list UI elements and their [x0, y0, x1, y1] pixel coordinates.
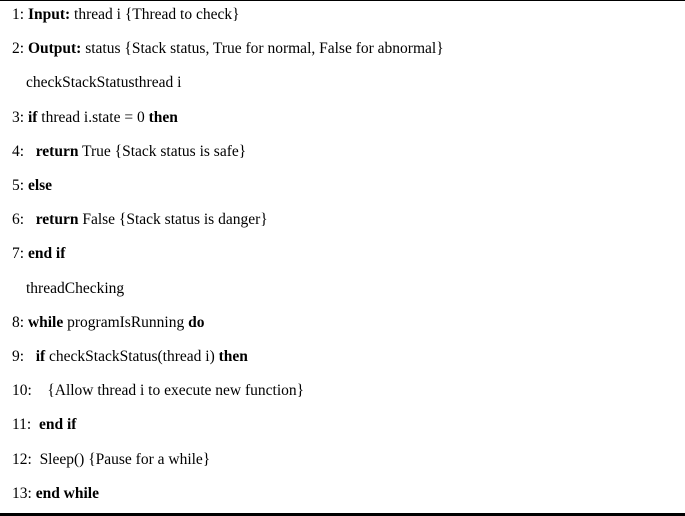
line-number: 8:: [12, 313, 25, 331]
algorithm-line: [12, 244, 65, 264]
line-text: Sleep() {Pause for a while}: [31, 450, 211, 468]
keyword: else: [27, 177, 53, 194]
line-text: thread i.state = 0: [37, 108, 149, 126]
algorithm-line: [12, 176, 52, 196]
algorithm-line: [12, 108, 178, 128]
keyword: Input:: [27, 6, 71, 23]
keyword: return: [35, 142, 79, 160]
line-number: 6:: [12, 211, 25, 229]
line-text: [24, 143, 36, 160]
line-text: [24, 348, 36, 365]
keyword: return: [35, 211, 79, 229]
line-number: 11:: [12, 416, 32, 434]
line-text: False {Stack status is danger}: [78, 211, 268, 229]
keyword: then: [148, 108, 178, 126]
line-text: status {Stack status, True for normal, False for abnormal}: [81, 40, 444, 58]
algorithm-line: [12, 450, 210, 470]
line-text: [24, 211, 36, 228]
line-text: checkStackStatus(thread i): [45, 348, 219, 365]
line-number: 1:: [12, 6, 25, 23]
line-text: checkStackStatusthread i: [26, 74, 182, 92]
algorithm-line: [12, 313, 204, 333]
algorithm-line: [12, 347, 248, 367]
algorithm-line: [12, 5, 240, 25]
algorithm-line: [12, 39, 444, 59]
line-number: 13:: [12, 484, 32, 502]
algorithm-line: [12, 210, 268, 230]
line-number: 2:: [12, 40, 25, 58]
algorithm-line: [26, 73, 181, 93]
line-number: 3:: [12, 108, 25, 126]
line-text: threadChecking: [26, 279, 125, 297]
line-number: 12:: [12, 450, 32, 468]
keyword: end while: [35, 484, 99, 502]
algorithm-line: [12, 415, 76, 435]
line-text: True {Stack status is safe}: [78, 142, 247, 160]
line-number: 4:: [12, 142, 25, 160]
algorithm-line: [12, 484, 99, 504]
line-text: programIsRunning: [63, 313, 189, 331]
keyword: then: [218, 348, 248, 365]
keyword: if: [35, 348, 46, 365]
line-number: 5:: [12, 177, 25, 194]
keyword: end if: [38, 416, 77, 434]
line-number: 9:: [12, 348, 25, 365]
line-number: 7:: [12, 245, 25, 263]
line-number: 10:: [12, 382, 32, 400]
line-text: thread i {Thread to check}: [70, 6, 240, 23]
algorithm-line: [12, 142, 246, 162]
keyword: Output:: [27, 40, 82, 58]
line-text: {Allow thread i to execute new function}: [31, 382, 305, 400]
keyword: do: [188, 313, 205, 331]
keyword: if: [27, 108, 38, 126]
keyword: while: [27, 313, 64, 331]
line-text: [31, 416, 39, 433]
algorithm-line: [12, 381, 304, 401]
algorithm-line: [26, 279, 124, 299]
keyword: end if: [27, 245, 66, 263]
